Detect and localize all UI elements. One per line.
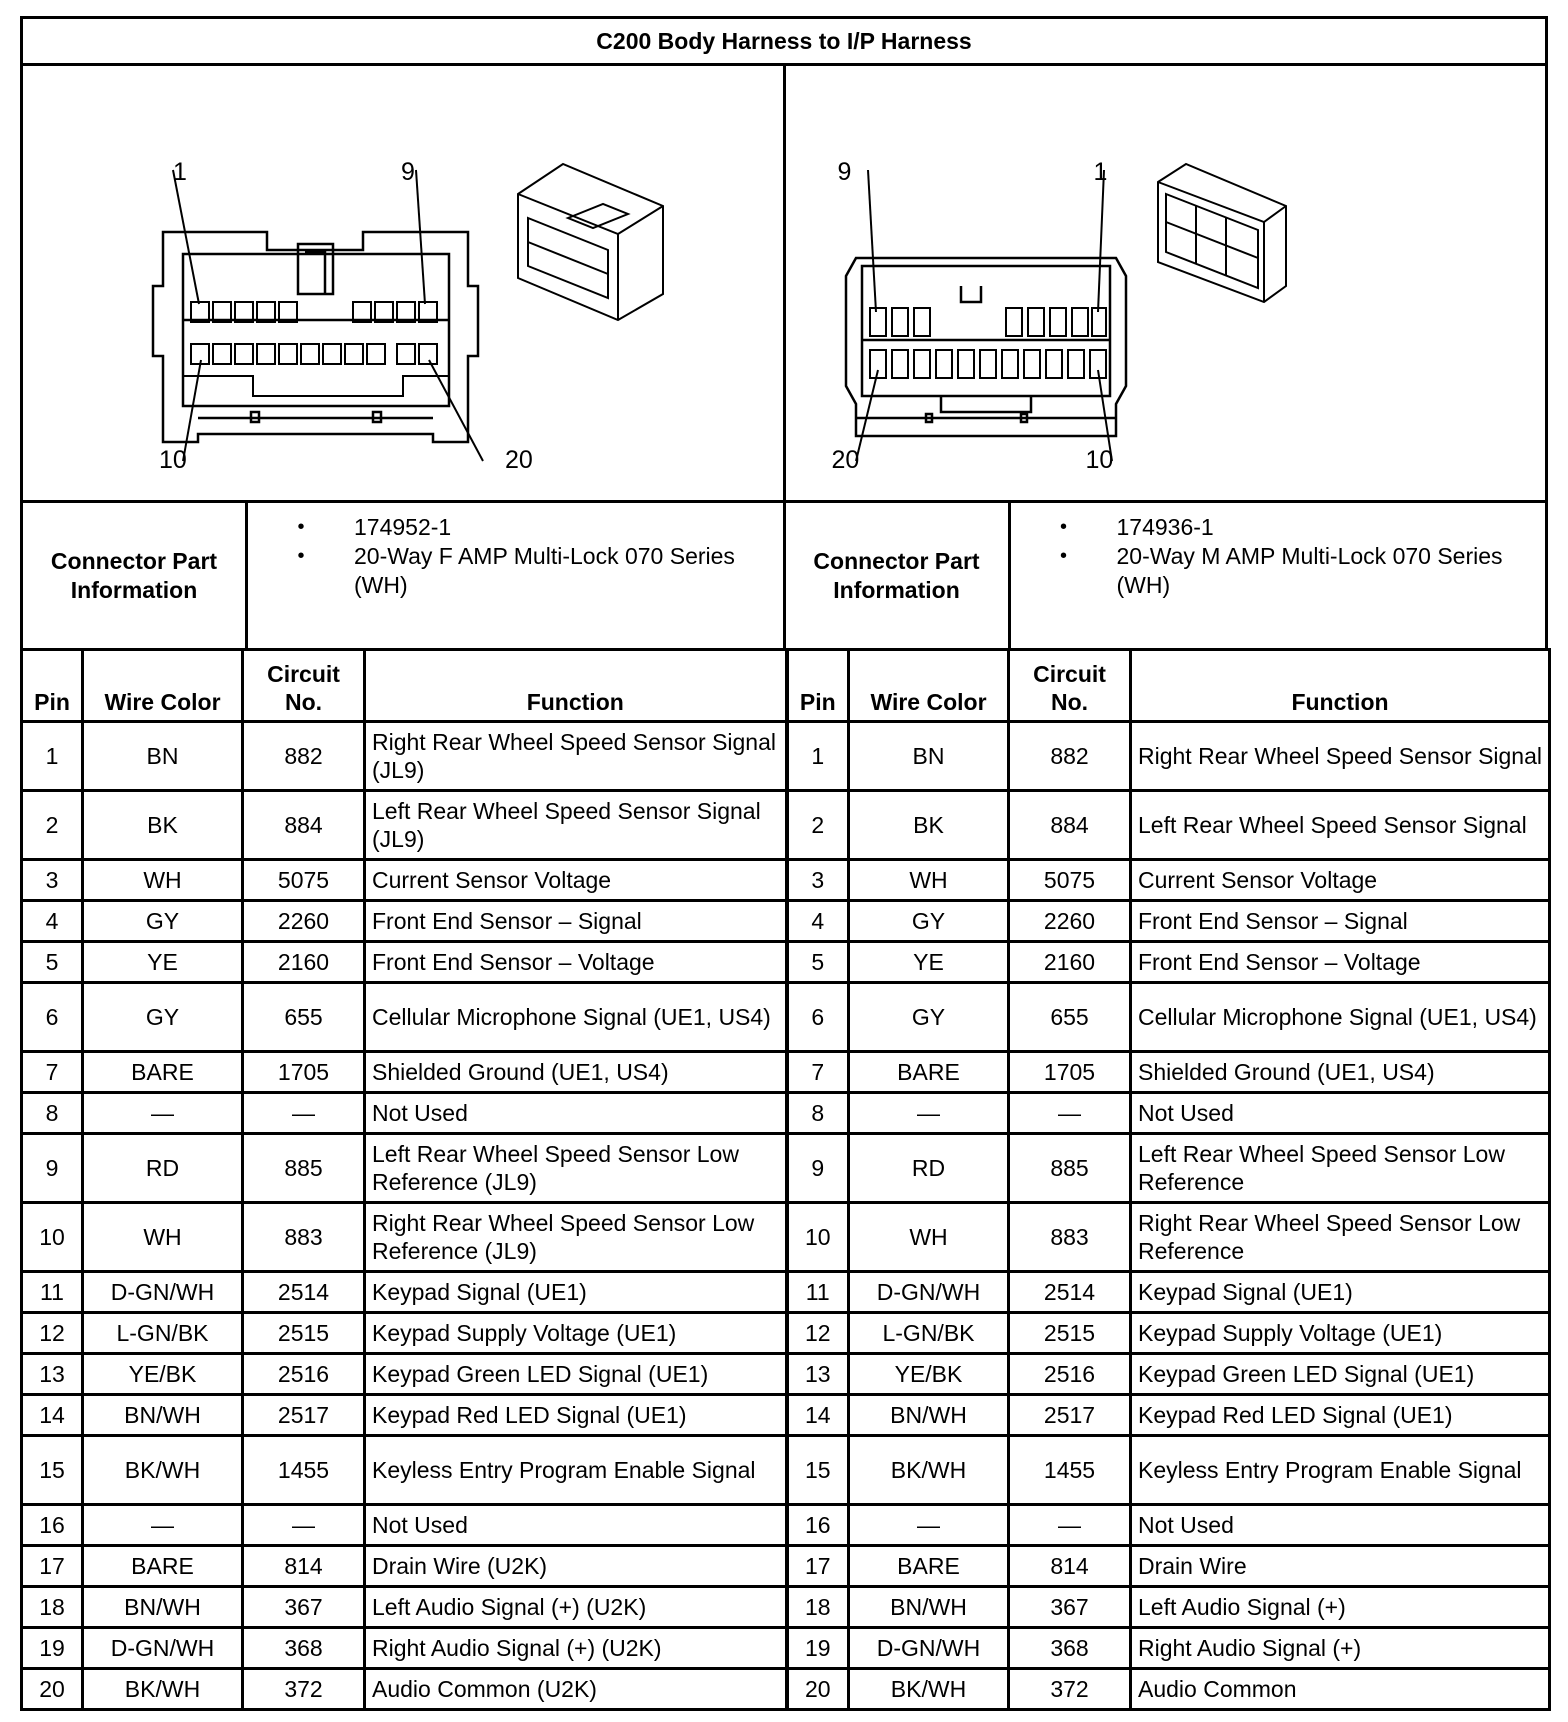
circuit-number-cell: 2514 [243,1272,365,1313]
pin-cell: 12 [22,1313,83,1354]
part-info-label-line2: Information [833,576,960,603]
wire-color-cell: GY [849,983,1009,1052]
function-cell: Keypad Supply Voltage (UE1) [1131,1313,1550,1354]
circuit-number-cell: 885 [243,1134,365,1203]
function-cell: Right Rear Wheel Speed Sensor Low Reference [1131,1203,1550,1272]
pin-cell: 10 [787,1203,849,1272]
part-info-list [1011,503,1546,648]
pin-cell: 9 [22,1134,83,1203]
wire-color-cell: BARE [849,1052,1009,1093]
function-cell: Left Rear Wheel Speed Sensor Signal (JL9) [365,791,787,860]
circuit-number-cell: 883 [1009,1203,1131,1272]
pin-cell: 2 [787,791,849,860]
function-cell: Cellular Microphone Signal (UE1, US4) [1131,983,1550,1052]
table-row [22,791,1550,860]
pin-label-20: 20 [831,446,860,474]
wire-color-cell: BN [849,722,1009,791]
function-cell: Cellular Microphone Signal (UE1, US4) [365,983,787,1052]
female-connector-face-drawing [23,66,793,500]
function-cell: Drain Wire [1131,1546,1550,1587]
part-info-label-line1: Connector Part [50,547,218,574]
bullet-icon: • [1059,545,1067,567]
wire-color-cell: D-GN/WH [849,1628,1009,1669]
header-pin: Pin [22,650,83,722]
wire-color-cell: BK/WH [849,1669,1009,1710]
function-cell: Shielded Ground (UE1, US4) [365,1052,787,1093]
pinout-table-body [22,722,1550,1710]
wire-color-cell: YE/BK [849,1354,1009,1395]
pin-cell: 15 [787,1436,849,1505]
function-cell: Keyless Entry Program Enable Signal [1131,1436,1550,1505]
circuit-number-cell: 2160 [1009,942,1131,983]
part-info-label-line1: Connector Part [813,547,980,574]
left-connector-diagram [23,66,783,500]
circuit-number-cell: 2160 [243,942,365,983]
circuit-number-cell: 814 [243,1546,365,1587]
header-pin: Pin [787,650,849,722]
header-wire-color: Wire Color [849,650,1009,722]
function-cell: Keypad Signal (UE1) [365,1272,787,1313]
wire-color-cell: BK [849,791,1009,860]
table-row [22,983,1550,1052]
part-number: 174936-1 [1116,514,1214,540]
circuit-number-cell: 2260 [243,901,365,942]
pin-cell: 20 [787,1669,849,1710]
wire-color-cell: GY [83,901,243,942]
pin-cell: 19 [22,1628,83,1669]
pin-cell: 4 [787,901,849,942]
table-row [22,1587,1550,1628]
circuit-number-cell: 1705 [243,1052,365,1093]
pin-label-20: 20 [505,446,533,474]
connector-sheet [20,16,1548,1711]
pin-cell: 14 [787,1395,849,1436]
pin-cell: 10 [22,1203,83,1272]
wire-color-cell: L-GN/BK [849,1313,1009,1354]
page-title: C200 Body Harness to I/P Harness [20,16,1548,63]
circuit-number-cell: — [243,1505,365,1546]
wire-color-cell: BN [83,722,243,791]
part-description: 20-Way M AMP Multi-Lock 070 Series (WH) [1116,543,1503,598]
function-cell: Front End Sensor – Voltage [1131,942,1550,983]
wire-color-cell: BK/WH [849,1436,1009,1505]
wire-color-cell: YE [849,942,1009,983]
pin-label-9: 9 [837,158,852,186]
wire-color-cell: WH [849,1203,1009,1272]
pin-cell: 18 [787,1587,849,1628]
table-row [22,860,1550,901]
pin-label-9: 9 [401,158,415,186]
wire-color-cell: — [849,1505,1009,1546]
function-cell: Left Rear Wheel Speed Sensor Low Reference [1131,1134,1550,1203]
function-cell: Front End Sensor – Voltage [365,942,787,983]
circuit-number-cell: 2515 [243,1313,365,1354]
wire-color-cell: D-GN/WH [83,1628,243,1669]
table-row [22,1313,1550,1354]
part-info-list [248,503,783,648]
header-circuit-no: Circuit No. [1009,650,1131,722]
circuit-number-cell: 884 [1009,791,1131,860]
pin-cell: 5 [22,942,83,983]
pin-cell: 5 [787,942,849,983]
pin-cell: 13 [787,1354,849,1395]
table-row [22,1436,1550,1505]
function-cell: Audio Common [1131,1669,1550,1710]
pin-cell: 7 [787,1052,849,1093]
pin-cell: 16 [22,1505,83,1546]
left-part-info [23,503,783,648]
function-cell: Left Audio Signal (+) [1131,1587,1550,1628]
function-cell: Drain Wire (U2K) [365,1546,787,1587]
wire-color-cell: BK/WH [83,1669,243,1710]
wire-color-cell: RD [83,1134,243,1203]
function-cell: Right Audio Signal (+) [1131,1628,1550,1669]
pin-cell: 11 [22,1272,83,1313]
circuit-number-cell: 2516 [243,1354,365,1395]
header-circuit-no: Circuit No. [243,650,365,722]
wire-color-cell: BARE [83,1546,243,1587]
circuit-number-cell: 884 [243,791,365,860]
wire-color-cell: BN/WH [83,1587,243,1628]
header-function: Function [1131,650,1550,722]
circuit-number-cell: 372 [1009,1669,1131,1710]
wire-color-cell: WH [83,1203,243,1272]
pin-label-10: 10 [159,446,187,474]
pin-cell: 20 [22,1669,83,1710]
circuit-number-cell: 883 [243,1203,365,1272]
function-cell: Left Rear Wheel Speed Sensor Low Reference (JL9) [365,1134,787,1203]
header-wire-color: Wire Color [83,650,243,722]
wire-color-cell: D-GN/WH [83,1272,243,1313]
function-cell: Keypad Supply Voltage (UE1) [365,1313,787,1354]
circuit-number-cell: 2515 [1009,1313,1131,1354]
table-row [22,1669,1550,1710]
function-cell: Not Used [365,1505,787,1546]
wire-color-cell: — [83,1505,243,1546]
wire-color-cell: BN/WH [849,1395,1009,1436]
pin-cell: 19 [787,1628,849,1669]
pin-cell: 12 [787,1313,849,1354]
function-cell: Front End Sensor – Signal [365,901,787,942]
pin-cell: 3 [787,860,849,901]
function-cell: Keypad Red LED Signal (UE1) [365,1395,787,1436]
pin-label-10: 10 [1085,446,1114,474]
circuit-number-cell: 2260 [1009,901,1131,942]
wire-color-cell: YE/BK [83,1354,243,1395]
function-cell: Not Used [1131,1505,1550,1546]
circuit-number-cell: — [1009,1505,1131,1546]
circuit-number-cell: 367 [243,1587,365,1628]
function-cell: Keyless Entry Program Enable Signal [365,1436,787,1505]
function-cell: Keypad Signal (UE1) [1131,1272,1550,1313]
function-cell: Keypad Red LED Signal (UE1) [1131,1395,1550,1436]
part-description-item [1011,542,1546,600]
wire-color-cell: BN/WH [83,1395,243,1436]
pin-cell: 9 [787,1134,849,1203]
right-part-info [783,503,1546,648]
circuit-number-cell: 5075 [1009,860,1131,901]
pin-cell: 7 [22,1052,83,1093]
pin-cell: 17 [787,1546,849,1587]
pin-cell: 15 [22,1436,83,1505]
pinout-table [20,648,1551,1711]
wire-color-cell: WH [83,860,243,901]
circuit-number-cell: 882 [243,722,365,791]
male-connector-face-drawing [786,66,1544,500]
function-cell: Current Sensor Voltage [1131,860,1550,901]
circuit-number-cell: 368 [1009,1628,1131,1669]
pin-cell: 17 [22,1546,83,1587]
function-cell: Not Used [365,1093,787,1134]
connector-part-info [20,500,1548,648]
connector-diagrams [20,63,1548,500]
wire-color-cell: GY [83,983,243,1052]
circuit-number-cell: 1705 [1009,1052,1131,1093]
function-cell: Keypad Green LED Signal (UE1) [1131,1354,1550,1395]
part-description: 20-Way F AMP Multi-Lock 070 Series (WH) [354,543,735,598]
right-connector-diagram [783,66,1546,500]
table-header-row [22,650,1550,722]
function-cell: Current Sensor Voltage [365,860,787,901]
wire-color-cell: — [83,1093,243,1134]
wire-color-cell: BN/WH [849,1587,1009,1628]
wire-color-cell: L-GN/BK [83,1313,243,1354]
pin-label-1: 1 [1093,158,1108,186]
pin-cell: 2 [22,791,83,860]
circuit-number-cell: 2514 [1009,1272,1131,1313]
wire-color-cell: BARE [849,1546,1009,1587]
pin-label-1: 1 [173,158,187,186]
table-row [22,1505,1550,1546]
pin-cell: 8 [22,1093,83,1134]
part-number-item [1011,513,1546,542]
table-row [22,1395,1550,1436]
table-row [22,1354,1550,1395]
circuit-number-cell: 367 [1009,1587,1131,1628]
part-number: 174952-1 [354,514,452,540]
wire-color-cell: D-GN/WH [849,1272,1009,1313]
pin-cell: 6 [787,983,849,1052]
circuit-number-cell: 2516 [1009,1354,1131,1395]
table-row [22,1628,1550,1669]
pin-cell: 18 [22,1587,83,1628]
pin-cell: 1 [787,722,849,791]
function-cell: Left Audio Signal (+) (U2K) [365,1587,787,1628]
circuit-number-cell: 882 [1009,722,1131,791]
wire-color-cell: GY [849,901,1009,942]
function-cell: Right Rear Wheel Speed Sensor Signal [1131,722,1550,791]
wire-color-cell: BARE [83,1052,243,1093]
part-info-label-line2: Information [70,576,198,603]
table-row [22,1203,1550,1272]
circuit-number-cell: 2517 [1009,1395,1131,1436]
wire-color-cell: WH [849,860,1009,901]
circuit-number-cell: 885 [1009,1134,1131,1203]
part-description-item [248,542,783,600]
function-cell: Not Used [1131,1093,1550,1134]
pin-cell: 3 [22,860,83,901]
wire-color-cell: YE [83,942,243,983]
wire-color-cell: BK/WH [83,1436,243,1505]
function-cell: Right Rear Wheel Speed Sensor Signal (JL9) [365,722,787,791]
table-row [22,722,1550,791]
part-info-label [786,503,1011,648]
wire-color-cell: BK [83,791,243,860]
pin-cell: 6 [22,983,83,1052]
function-cell: Right Audio Signal (+) (U2K) [365,1628,787,1669]
pin-cell: 16 [787,1505,849,1546]
pin-cell: 1 [22,722,83,791]
header-function: Function [365,650,787,722]
bullet-icon: • [1059,516,1067,538]
circuit-number-cell: 1455 [243,1436,365,1505]
table-row [22,1546,1550,1587]
function-cell: Left Rear Wheel Speed Sensor Signal [1131,791,1550,860]
circuit-number-cell: — [243,1093,365,1134]
pin-cell: 8 [787,1093,849,1134]
pin-cell: 14 [22,1395,83,1436]
circuit-number-cell: 814 [1009,1546,1131,1587]
table-row [22,942,1550,983]
circuit-number-cell: 2517 [243,1395,365,1436]
circuit-number-cell: 655 [243,983,365,1052]
part-number-item [248,513,783,542]
function-cell: Audio Common (U2K) [365,1669,787,1710]
function-cell: Right Rear Wheel Speed Sensor Low Reference (JL9) [365,1203,787,1272]
function-cell: Front End Sensor – Signal [1131,901,1550,942]
circuit-number-cell: 1455 [1009,1436,1131,1505]
table-row [22,1093,1550,1134]
circuit-number-cell: 372 [243,1669,365,1710]
wire-color-cell: RD [849,1134,1009,1203]
circuit-number-cell: 655 [1009,983,1131,1052]
function-cell: Keypad Green LED Signal (UE1) [365,1354,787,1395]
function-cell: Shielded Ground (UE1, US4) [1131,1052,1550,1093]
pin-cell: 13 [22,1354,83,1395]
circuit-number-cell: 5075 [243,860,365,901]
bullet-icon: • [297,545,305,567]
table-row [22,1134,1550,1203]
table-row [22,901,1550,942]
part-info-label [23,503,248,648]
pin-cell: 4 [22,901,83,942]
table-row [22,1272,1550,1313]
wire-color-cell: — [849,1093,1009,1134]
pin-cell: 11 [787,1272,849,1313]
circuit-number-cell: — [1009,1093,1131,1134]
table-row [22,1052,1550,1093]
circuit-number-cell: 368 [243,1628,365,1669]
bullet-icon: • [297,516,305,538]
